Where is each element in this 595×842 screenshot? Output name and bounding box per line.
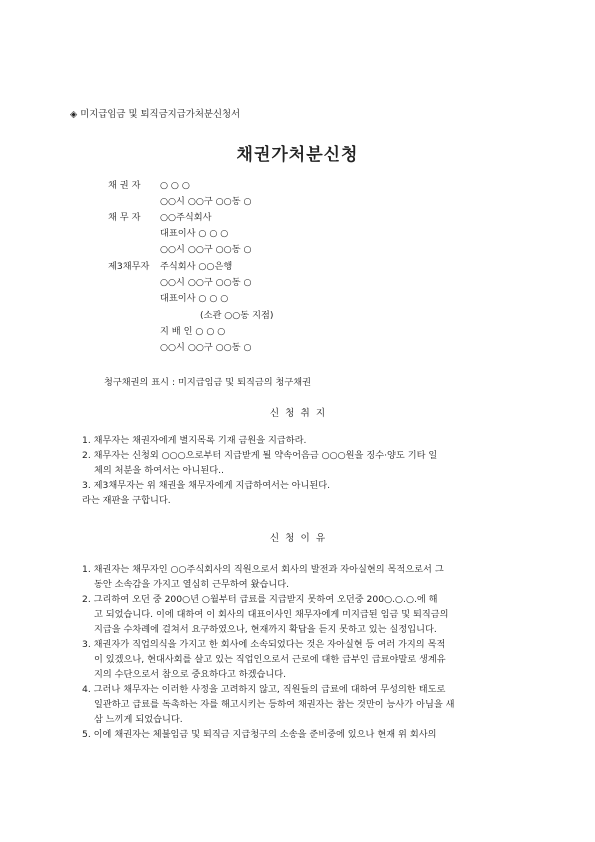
debtor-label: 채 무 자	[108, 212, 141, 223]
reason-item-1: 1. 채권자는 채무자인 ○○주식회사의 직원으로서 회사의 발전과 자아실현의 목적으로서 그	[82, 564, 444, 575]
purpose-item-1: 1. 채무자는 채권자에게 별지목록 기재 금원을 지급하라.	[82, 435, 307, 446]
reason-item-2-cont: 지급을 수차례에 걸쳐서 요구하였으나, 현재까지 확답을 듣지 못하고 있는 실정입니다.	[94, 624, 437, 635]
creditor-label: 채 권 자	[108, 180, 141, 191]
purpose-closing: 라는 재판을 구합니다.	[82, 495, 171, 506]
reason-item-4: 4. 그러나 채무자는 이러한 사정을 고려하지 않고, 직원들의 급료에 대하여 무성의한 태도로	[82, 684, 446, 695]
third-debtor-name: 주식회사 ○○은행	[160, 261, 233, 272]
reason-item-5: 5. 이에 채권자는 체불임금 및 퇴직금 지급청구의 소송을 준비중에 있으나 현재 위 회사의	[82, 729, 437, 740]
document-title: 채권가처분신청	[236, 145, 359, 165]
purpose-heading: 신 청 취 지	[269, 408, 326, 419]
branch-address: ○○시 ○○구 ○○동 ○	[160, 342, 252, 353]
branch-note: (소관 ○○동 지점)	[200, 310, 274, 321]
claim-label: 청구채권의 표시 : 미지급임금 및 퇴직금의 청구채권	[104, 377, 311, 388]
third-debtor-representative: 대표이사 ○ ○ ○	[160, 293, 229, 304]
purpose-item-2: 2. 채무자는 신청외 ○○○으로부터 지급받게 될 약속어음금 ○○○원을 징수·양도 기타 일	[82, 450, 438, 461]
purpose-item-3: 3. 제3채무자는 위 채권을 채무자에게 지급하여서는 아니된다.	[82, 480, 331, 491]
purpose-list	[82, 433, 512, 508]
reason-item-3-cont: 이 있겠으나, 현대사회를 살고 있는 직업인으로서 근로에 대한 급부인 급료야말로 생계유	[94, 654, 446, 665]
document-subject: ◈ 미지급임금 및 퇴직금지급가처분신청서	[70, 109, 241, 120]
reason-item-4-cont: 삼 느끼게 되었습니다.	[94, 714, 183, 725]
reason-item-4-cont: 일관하고 급료를 독촉하는 자를 해고시키는 등하여 채권자는 참는 것만이 능사가 아님을 새	[94, 699, 455, 710]
reason-item-3: 3. 채권자가 직업의식을 가지고 한 회사에 소속되었다는 것은 자아실현 등 여러 가지의 목적	[82, 639, 446, 650]
reason-item-3-cont: 지의 수단으로서 참으로 중요하다고 하겠습니다.	[94, 669, 287, 680]
debtor-name: ○○주식회사	[160, 212, 212, 223]
reasons-heading: 신 청 이 유	[269, 533, 326, 544]
creditor-address: ○○시 ○○구 ○○동 ○	[160, 196, 252, 207]
debtor-address: ○○시 ○○구 ○○동 ○	[160, 244, 252, 255]
branch-manager: 지 배 인 ○ ○ ○	[160, 326, 226, 337]
creditor-name: ○ ○ ○	[160, 180, 190, 191]
third-debtor-address: ○○시 ○○구 ○○동 ○	[160, 277, 252, 288]
reason-item-1-cont: 동안 소속감을 가지고 열심히 근무하여 왔습니다.	[94, 579, 290, 590]
debtor-representative: 대표이사 ○ ○ ○	[160, 228, 229, 239]
reasons-list	[82, 562, 512, 742]
reason-item-2-cont: 고 되었습니다. 이에 대하여 이 회사의 대표이사인 채무자에게 미지급된 임금 및 퇴직금의	[94, 609, 449, 620]
third-debtor-label: 제3채무자	[108, 261, 150, 272]
purpose-item-2-cont: 체의 처분을 하여서는 아니된다..	[94, 465, 224, 476]
reason-item-2: 2. 그리하여 오던 중 200○년 ○월부터 급료를 지급받지 못하여 오던중 200○.○.○.에 해	[82, 594, 438, 605]
